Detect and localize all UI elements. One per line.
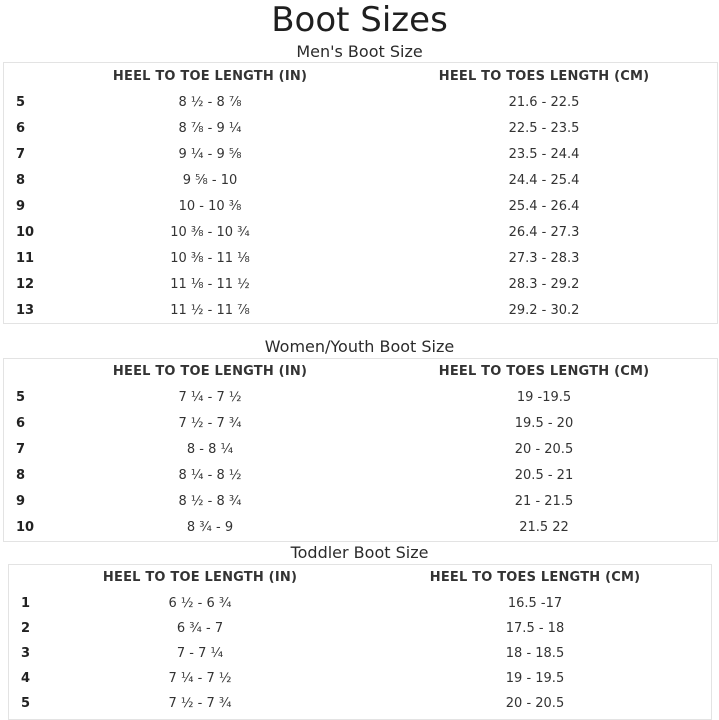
page-title: Boot Sizes xyxy=(271,0,448,40)
inch-cell: 7 ¼ - 7 ½ xyxy=(178,390,242,405)
cm-cell: 21 - 21.5 xyxy=(514,494,574,509)
cm-cell: 19.5 - 20 xyxy=(514,416,574,431)
size-cell: 1 xyxy=(21,596,31,611)
cm-cell: 25.4 - 26.4 xyxy=(508,199,580,214)
cm-cell: 22.5 - 23.5 xyxy=(508,121,580,136)
cm-cell: 20 - 20.5 xyxy=(514,442,574,457)
table-row xyxy=(4,168,717,194)
size-cell: 9 xyxy=(16,199,26,214)
inch-cell: 7 - 7 ¼ xyxy=(176,646,224,661)
size-cell: 4 xyxy=(21,671,31,686)
toddler-header-in: HEEL TO TOE LENGTH (IN) xyxy=(102,570,298,585)
table-row xyxy=(9,666,711,691)
cm-cell: 26.4 - 27.3 xyxy=(508,225,580,240)
inch-cell: 8 ½ - 8 ⅞ xyxy=(178,95,242,110)
table-row xyxy=(4,246,717,272)
table-row xyxy=(4,385,717,411)
size-cell: 5 xyxy=(16,390,26,405)
size-cell: 3 xyxy=(21,646,31,661)
inch-cell: 8 ¼ - 8 ½ xyxy=(178,468,242,483)
table-row xyxy=(9,591,711,616)
inch-cell: 11 ⅛ - 11 ½ xyxy=(170,277,250,292)
table-row xyxy=(4,463,717,489)
cm-cell: 23.5 - 24.4 xyxy=(508,147,580,162)
inch-cell: 8 - 8 ¼ xyxy=(186,442,234,457)
size-cell: 7 xyxy=(16,147,26,162)
cm-cell: 28.3 - 29.2 xyxy=(508,277,580,292)
women-table xyxy=(3,358,718,542)
inch-cell: 6 ¾ - 7 xyxy=(176,621,224,636)
toddler-header-cm: HEEL TO TOES LENGTH (CM) xyxy=(429,570,641,585)
men-table xyxy=(3,62,718,324)
size-cell: 9 xyxy=(16,494,26,509)
cm-cell: 29.2 - 30.2 xyxy=(508,303,580,318)
cm-cell: 27.3 - 28.3 xyxy=(508,251,580,266)
inch-cell: 10 - 10 ⅜ xyxy=(178,199,242,214)
table-row xyxy=(4,298,717,324)
table-row xyxy=(4,411,717,437)
table-row xyxy=(4,116,717,142)
cm-cell: 24.4 - 25.4 xyxy=(508,173,580,188)
inch-cell: 9 ⅝ - 10 xyxy=(182,173,238,188)
table-row xyxy=(4,194,717,220)
table-row xyxy=(4,220,717,246)
cm-cell: 20 - 20.5 xyxy=(505,696,565,711)
cm-cell: 19 -19.5 xyxy=(516,390,572,405)
men-header-cm: HEEL TO TOES LENGTH (CM) xyxy=(438,69,650,84)
table-row xyxy=(9,616,711,641)
cm-cell: 17.5 - 18 xyxy=(505,621,565,636)
table-row xyxy=(4,489,717,515)
inch-cell: 7 ¼ - 7 ½ xyxy=(168,671,232,686)
toddler-section-title: Toddler Boot Size xyxy=(290,543,429,562)
size-cell: 11 xyxy=(16,251,35,266)
men-header-in: HEEL TO TOE LENGTH (IN) xyxy=(112,69,308,84)
size-cell: 7 xyxy=(16,442,26,457)
size-cell: 12 xyxy=(16,277,35,292)
inch-cell: 7 ½ - 7 ¾ xyxy=(178,416,242,431)
table-row xyxy=(4,272,717,298)
size-cell: 10 xyxy=(16,520,35,535)
cm-cell: 18 - 18.5 xyxy=(505,646,565,661)
cm-cell: 20.5 - 21 xyxy=(514,468,574,483)
toddler-table xyxy=(8,564,712,720)
size-cell: 6 xyxy=(16,416,26,431)
size-cell: 5 xyxy=(21,696,31,711)
inch-cell: 8 ½ - 8 ¾ xyxy=(178,494,242,509)
inch-cell: 8 ⅞ - 9 ¼ xyxy=(178,121,242,136)
size-cell: 2 xyxy=(21,621,31,636)
women-section-title: Women/Youth Boot Size xyxy=(264,337,455,356)
table-row xyxy=(4,90,717,116)
inch-cell: 6 ½ - 6 ¾ xyxy=(168,596,232,611)
inch-cell: 8 ¾ - 9 xyxy=(186,520,234,535)
women-header-cm: HEEL TO TOES LENGTH (CM) xyxy=(438,364,650,379)
inch-cell: 7 ½ - 7 ¾ xyxy=(168,696,232,711)
table-row xyxy=(4,437,717,463)
inch-cell: 10 ⅜ - 11 ⅛ xyxy=(170,251,250,266)
inch-cell: 11 ½ - 11 ⅞ xyxy=(170,303,250,318)
cm-cell: 19 - 19.5 xyxy=(505,671,565,686)
cm-cell: 21.6 - 22.5 xyxy=(508,95,580,110)
women-header-in: HEEL TO TOE LENGTH (IN) xyxy=(112,364,308,379)
table-row xyxy=(4,142,717,168)
cm-cell: 16.5 -17 xyxy=(507,596,563,611)
size-cell: 6 xyxy=(16,121,26,136)
cm-cell: 21.5 22 xyxy=(519,520,569,535)
size-cell: 8 xyxy=(16,468,26,483)
size-cell: 13 xyxy=(16,303,35,318)
size-cell: 5 xyxy=(16,95,26,110)
table-row xyxy=(9,691,711,716)
size-cell: 8 xyxy=(16,173,26,188)
table-row xyxy=(4,515,717,541)
inch-cell: 9 ¼ - 9 ⅝ xyxy=(178,147,242,162)
table-row xyxy=(9,641,711,666)
inch-cell: 10 ⅜ - 10 ¾ xyxy=(170,225,250,240)
men-section-title: Men's Boot Size xyxy=(296,42,423,61)
size-cell: 10 xyxy=(16,225,35,240)
